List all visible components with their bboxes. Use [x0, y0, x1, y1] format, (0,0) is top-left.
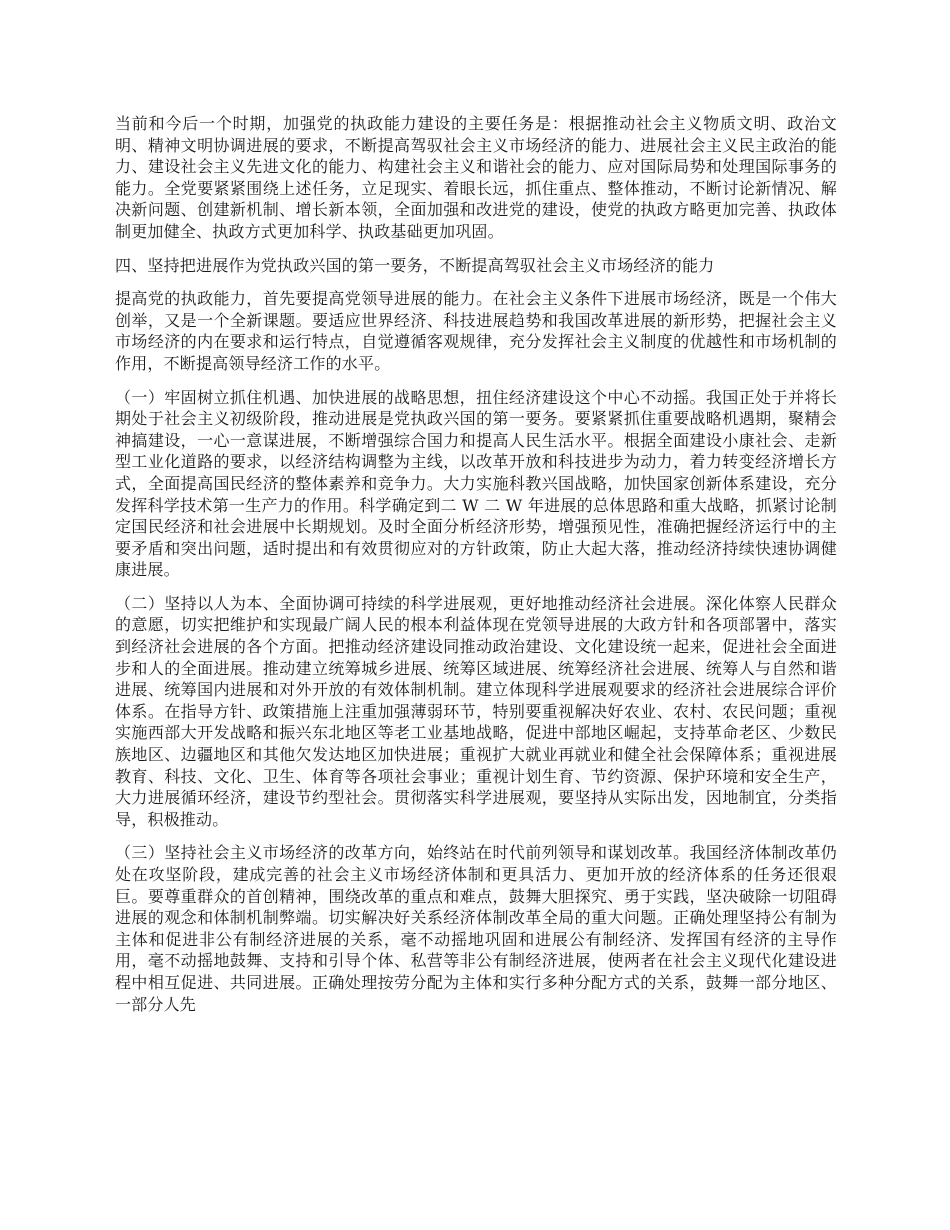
section-intro-paragraph: 提高党的执政能力，首先要提高党领导进展的能力。在社会主义条件下进展市场经济，既是一个伟大创举，又是一个全新课题。要适应世界经济、科技进展趋势和我国改革进展的新形势，把握社会主义市场经济的内在要求和运行特点，自觉遵循客观规律，充分发挥社会主义制度的优越性和市场机制的作用，不断提高领导经济工作的水平。: [115, 289, 837, 373]
item-one-paragraph: （一）牢固树立抓住机遇、加快进展的战略思想，扭住经济建设这个中心不动摇。我国正处于并将长期处于社会主义初级阶段，推动进展是党执政兴国的第一要务。要紧紧抓住重要战略机遇期，聚精会神搞建设，一心一意谋进展，不断增强综合国力和提高人民生活水平。根据全面建设小康社会、走新型工业化道路的要求，以经济结构调整为主线，以改革开放和科技进步为动力，着力转变经济增长方式，全面提高国民经济的整体素养和竞争力。大力实施科教兴国战略，加快国家创新体系建设，充分发挥科学技术第一生产力的作用。科学确定到二 W 二 W 年进展的总体思路和重大战略，抓紧讨论制定国民经济和社会进展中长期规划。及时全面分析经济形势，增强预见性，准确把握经济运行中的主要矛盾和突出问题，适时提出和有效贯彻应对的方针政策，防止大起大落，推动经济持续快速协调健康进展。: [115, 387, 837, 580]
item-three-paragraph: （三）坚持社会主义市场经济的改革方向，始终站在时代前列领导和谋划改革。我国经济体制改革仍处在攻坚阶段，建成完善的社会主义市场经济体制和更具活力、更加开放的经济体系的任务还很艰巨。要尊重群众的首创精神，围绕改革的重点和难点，鼓舞大胆探究、勇于实践，坚决破除一切阻碍进展的观念和体制机制弊端。切实解决好关系经济体制改革全局的重大问题。正确处理坚持公有制为主体和促进非公有制经济进展的关系，毫不动摇地巩固和进展公有制经济、发挥国有经济的主导作用，毫不动摇地鼓舞、支持和引导个体、私营等非公有制经济进展，使两者在社会主义现代化建设进程中相互促进、共同进展。正确处理按劳分配为主体和实行多种分配方式的关系，鼓舞一部分地区、一部分人先: [115, 843, 837, 1014]
document-page: [115, 113, 837, 1027]
section-heading: 四、坚持把进展作为党执政兴国的第一要务，不断提高驾驭社会主义市场经济的能力: [115, 255, 715, 275]
intro-paragraph: 当前和今后一个时期，加强党的执政能力建设的主要任务是：根据推动社会主义物质文明、政治文明、精神文明协调进展的要求，不断提高驾驭社会主义市场经济的能力、进展社会主义民主政治的能力、建设社会主义先进文化的能力、构建社会主义和谐社会的能力、应对国际局势和处理国际事务的能力。全党要紧紧围绕上述任务，立足现实、着眼长远，抓住重点、整体推动，不断讨论新情况、解决新问题、创建新机制、增长新本领，全面加强和改进党的建设，使党的执政方略更加完善、执政体制更加健全、执政方式更加科学、执政基础更加巩固。: [115, 114, 837, 241]
item-two-paragraph: （二）坚持以人为本、全面协调可持续的科学进展观，更好地推动经济社会进展。深化体察人民群众的意愿，切实把维护和实现最广阔人民的根本利益体现在党领导进展的大政方针和各项部署中，落实到经济社会进展的各个方面。把推动经济建设同推动政治建设、文化建设统一起来，促进社会全面进步和人的全面进展。推动建立统筹城乡进展、统筹区域进展、统筹经济社会进展、统筹人与自然和谐进展、统筹国内进展和对外开放的有效体制机制。建立体现科学进展观要求的经济社会进展综合评价体系。在指导方针、政策措施上注重加强薄弱环节，特别要重视解决好农业、农村、农民问题；重视实施西部大开发战略和振兴东北地区等老工业基地战略，促进中部地区崛起，支持革命老区、少数民族地区、边疆地区和其他欠发达地区加快进展；重视扩大就业再就业和健全社会保障体系；重视进展教育、科技、文化、卫生、体育等各项社会事业；重视计划生育、节约资源、保护环境和安全生产，大力进展循环经济，建设节约型社会。贯彻落实科学进展观，要坚持从实际出发，因地制宜，分类指导，积极推动。: [115, 593, 837, 829]
